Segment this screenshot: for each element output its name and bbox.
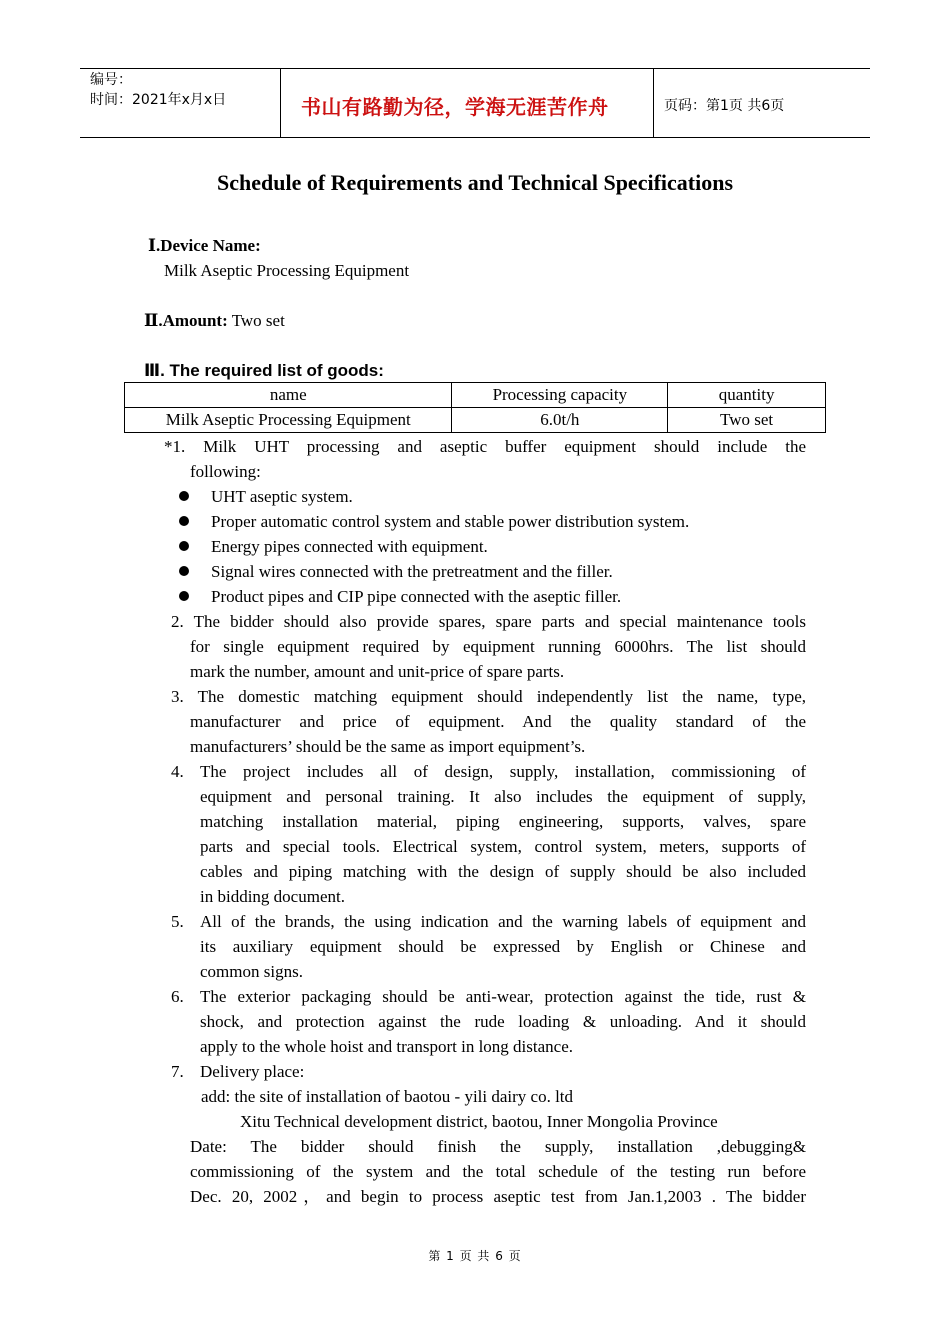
- page-info: 页码：第1页 共6页: [664, 98, 785, 114]
- item6-number: 6.: [171, 987, 184, 1006]
- bullet-icon: [179, 491, 189, 501]
- item4-line: The project includes all of design, supply, installation, commissioning of: [200, 762, 806, 781]
- device-value: Milk Aseptic Processing Equipment: [164, 261, 410, 280]
- header-motto-cell: [281, 69, 654, 137]
- item3-line: manufacturers’ should be the same as import equipment’s.: [190, 737, 586, 756]
- bullet-icon: [179, 591, 189, 601]
- item2-line: for single equipment required by equipment running 6000hrs. The list should: [190, 637, 806, 656]
- item4-number: 4.: [171, 762, 184, 781]
- item6-line: The exterior packaging should be anti-wear, protection against the tide, rust &: [200, 987, 806, 1006]
- item4-line: cables and piping matching with the design of supply should be also included: [200, 862, 806, 881]
- goods-table: [124, 382, 826, 433]
- page-title: Schedule of Requirements and Technical Specifications: [216, 170, 734, 195]
- item5-line: All of the brands, the using indication and the warning labels of equipment and: [200, 912, 806, 931]
- address-line: add: the site of installation of baotou - yili dairy co. ltd: [201, 1087, 574, 1106]
- item6-line: shock, and protection against the rude loading & unloading. And it should: [200, 1012, 806, 1031]
- item6-line: apply to the whole hoist and transport in long distance.: [200, 1037, 573, 1056]
- header-page-cell: [654, 69, 870, 137]
- item4-line: matching installation material, piping engineering, supports, valves, spare: [200, 812, 806, 831]
- item3-line: 3. The domestic matching equipment should independently list the name, type,: [171, 687, 806, 706]
- date-line: commissioning of the system and the total schedule of the testing run before: [190, 1162, 806, 1181]
- date-label: 时间：2021年x月x日: [90, 92, 227, 108]
- date-line: Dec. 20, 2002，and begin to process aseptic test from Jan.1,2003 . The bidder: [190, 1187, 806, 1206]
- item2-line: mark the number, amount and unit-price of spare parts.: [190, 662, 565, 681]
- amount-line: [144, 308, 285, 333]
- motto-text: 书山有路勤为径，学海无涯苦作舟: [301, 95, 609, 119]
- bullet-icon: [179, 516, 189, 526]
- item2-line: 2. The bidder should also provide spares, spare parts and special maintenance tools: [171, 612, 806, 631]
- amount-value: Two set: [231, 311, 285, 330]
- item7-number: 7.: [171, 1062, 184, 1081]
- item4-line: in bidding document.: [200, 887, 345, 906]
- date-line: Date: The bidder should finish the supply, installation ,debugging&: [190, 1137, 806, 1156]
- item4-line: parts and special tools. Electrical system, control system, meters, supports of: [200, 837, 806, 856]
- table-header-row: [125, 383, 826, 408]
- table-cell: Milk Aseptic Processing Equipment: [125, 408, 452, 433]
- list-item: Energy pipes connected with equipment.: [211, 537, 488, 556]
- list-item: Product pipes and CIP pipe connected with the aseptic filler.: [211, 587, 622, 606]
- item5-number: 5.: [171, 912, 184, 931]
- bullet-icon: [179, 566, 189, 576]
- item3-line: manufacturer and price of equipment. And the quality standard of the: [190, 712, 806, 731]
- item5-line: common signs.: [200, 962, 303, 981]
- address-line: Xitu Technical development district, baotou, Inner Mongolia Province: [240, 1112, 718, 1131]
- list-item: UHT aseptic system.: [211, 487, 353, 506]
- item5-line: its auxiliary equipment should be expressed by English or Chinese and: [200, 937, 806, 956]
- table-header-cell: quantity: [668, 383, 826, 408]
- amount-heading: Ⅱ.Amount:: [144, 311, 228, 330]
- table-header-cell: name: [125, 383, 452, 408]
- goods-heading: Ⅲ. The required list of goods:: [144, 361, 384, 380]
- bullet-icon: [179, 541, 189, 551]
- serial-label: 编号：: [90, 72, 132, 88]
- table-cell: Two set: [668, 408, 826, 433]
- list-item: Proper automatic control system and stable power distribution system.: [211, 512, 690, 531]
- device-heading: Ⅰ.Device Name:: [148, 236, 261, 255]
- item1-line1: *1. Milk UHT processing and aseptic buffer equipment should include the: [164, 437, 806, 456]
- item4-line: equipment and personal training. It also includes the equipment of supply,: [200, 787, 806, 806]
- table-row: [125, 408, 826, 433]
- item7-label: Delivery place:: [200, 1062, 305, 1081]
- page-footer: 第 1 页 共 6 页: [428, 1249, 522, 1263]
- table-header-cell: Processing capacity: [452, 383, 668, 408]
- header-meta-cell: [80, 69, 281, 137]
- document-header: [80, 68, 870, 138]
- item1-line2: following:: [190, 462, 261, 481]
- table-cell: 6.0t/h: [452, 408, 668, 433]
- list-item: Signal wires connected with the pretreatment and the filler.: [211, 562, 613, 581]
